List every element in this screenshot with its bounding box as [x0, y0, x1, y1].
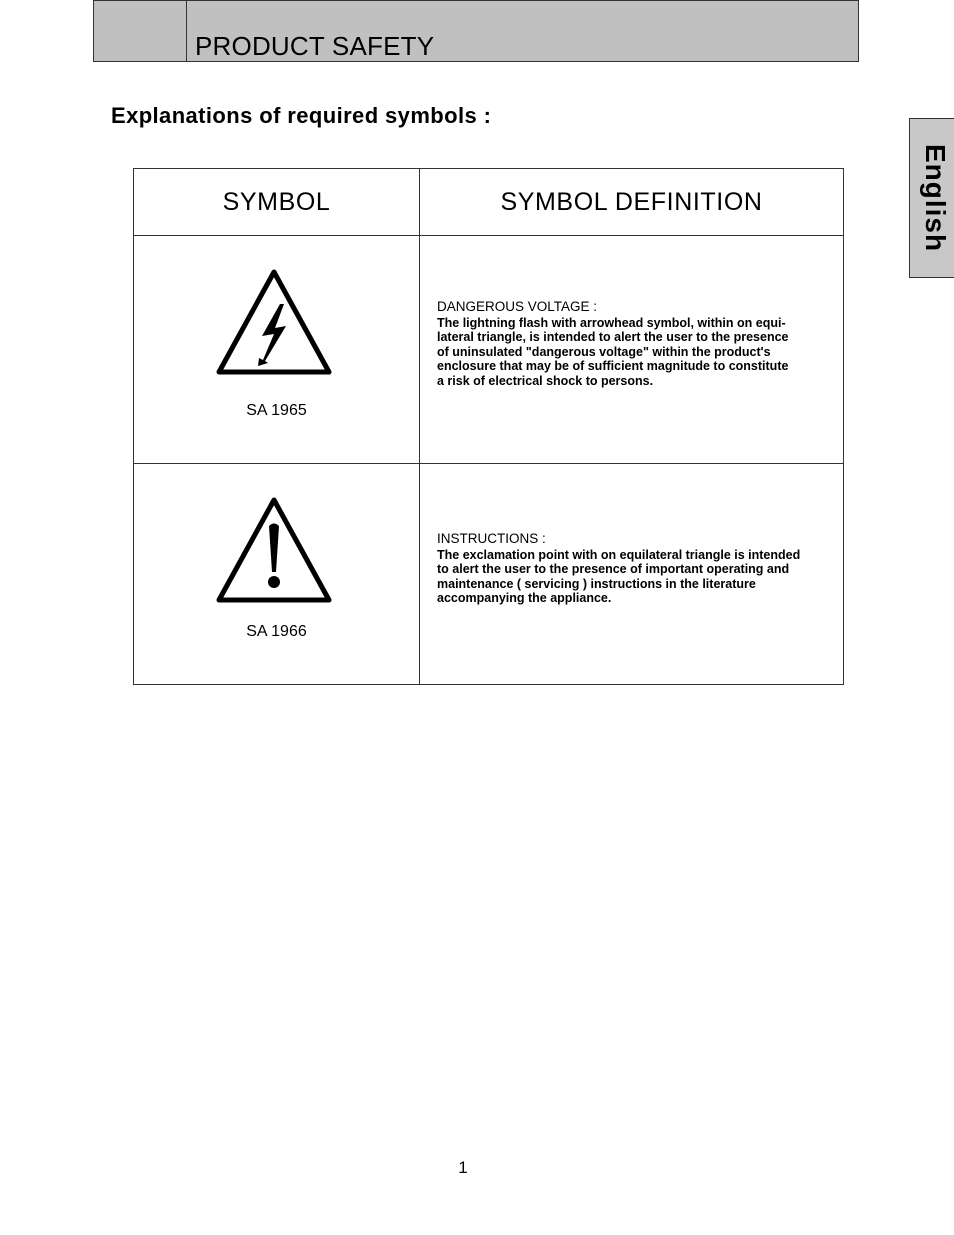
page-title: PRODUCT SAFETY — [195, 31, 435, 61]
definition-title: INSTRUCTIONS : — [437, 531, 546, 546]
table-header-row — [134, 169, 844, 236]
symbol-cell — [134, 236, 420, 464]
symbol-code: SA 1966 — [246, 623, 307, 640]
definition-text: The exclamation point with on equilateral triangle is intended to alert the user to the presence of important operating and maintenance ( servicing ) instructions in the literature accompanying the appliance. — [437, 547, 801, 606]
section-heading: Explanations of required symbols : — [111, 103, 492, 128]
lightning-warning-icon — [214, 268, 334, 378]
page-number: 1 — [458, 1158, 468, 1177]
page-header — [93, 0, 859, 62]
symbol-code: SA 1965 — [246, 402, 307, 419]
header-divider — [186, 1, 187, 61]
table-row — [134, 236, 844, 464]
table-row — [134, 464, 844, 685]
definition-text: The lightning flash with arrowhead symbol, within on equi- lateral triangle, is intended to alert the user to the presence of uninsulated "dangerous voltage" within the product's enclosure that may be of sufficient magnitude to constitute a risk of electrical shock to persons. — [437, 315, 789, 388]
definition-column-header: SYMBOL DEFINITION — [420, 169, 844, 236]
definition-cell — [420, 464, 844, 685]
language-tab-label: English — [919, 143, 951, 253]
exclamation-warning-icon — [214, 496, 334, 606]
language-tab — [909, 118, 954, 278]
symbol-cell — [134, 464, 420, 685]
definition-cell — [420, 236, 844, 464]
definition-title: DANGEROUS VOLTAGE : — [437, 299, 598, 314]
symbol-column-header: SYMBOL — [134, 169, 420, 236]
symbols-table — [133, 168, 844, 685]
